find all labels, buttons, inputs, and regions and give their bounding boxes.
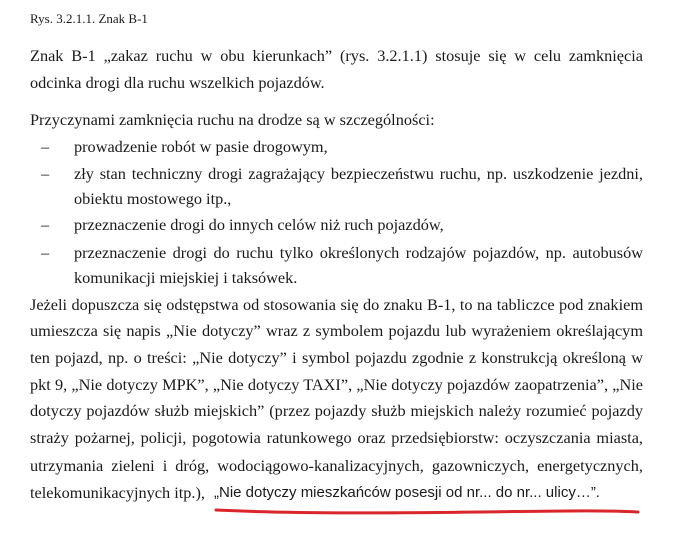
paragraph-3-line-7: utrzymania zieleni i dróg, wodociągowo-kanalizacyjnych, gazowniczych, energetycznych,: [30, 456, 643, 475]
paragraph-3-line-2: umieszcza się napis „Nie dotyczy” wraz z symbolem pojazdu lub wyrażeniem określającym: [30, 321, 643, 340]
bullet-2-line-1: zły stan techniczny drogi zagrażający bezpieczeństwu ruchu, np. uszkodzenie jezdni,: [74, 164, 643, 183]
paragraph-3-line-4: pkt 9, „Nie dotyczy MPK”, „Nie dotyczy TAXI”, „Nie dotyczy pojazdów zaopatrzenia”, „Nie: [30, 375, 643, 394]
highlighted-quote: „Nie dotyczy mieszkańców posesji od nr... do nr... ulicy…”.: [214, 484, 600, 501]
paragraph-1-line-1: Znak B-1 „zakaz ruchu w obu kierunkach” (rys. 3.2.1.1) stosuje się w celu zamknięcia: [30, 46, 643, 65]
paragraph-3-line-8-start: telekomunikacyjnych itp.),: [30, 483, 205, 502]
bullet-2-dash: –: [41, 164, 50, 183]
bullet-4-line-2: komunikacji miejskiej i taksówek.: [74, 268, 298, 287]
paragraph-3-line-1: Jeżeli dopuszcza się odstępstwa od stosowania się do znaku B-1, to na tabliczce pod znakiem: [30, 295, 643, 314]
paragraph-3-line-6: straży pożarnej, policji, pogotowia ratunkowego oraz przedsiębiorstw: oczyszczania miasta,: [30, 428, 643, 447]
bullet-1-line-1: prowadzenie robót w pasie drogowym,: [74, 137, 328, 156]
paragraph-3-line-3: ten pojazd, np. o treści: „Nie dotyczy” i symbol pojazdu zgodnie z konstrukcją określoną w: [30, 348, 643, 367]
figure-caption: Rys. 3.2.1.1. Znak B-1: [30, 11, 148, 26]
bullet-3-dash: –: [41, 215, 50, 234]
bullet-3-line-1: przeznaczenie drogi do innych celów niż ruch pojazdów,: [74, 215, 444, 234]
paragraph-3-line-5: dotyczy pojazdów służb miejskich” (przez pojazdy służb miejskich należy rozumieć pojazdy: [30, 401, 643, 420]
bullet-4-dash: –: [41, 243, 50, 262]
paragraph-1-line-2: odcinka drogi dla ruchu wszelkich pojazdów.: [30, 73, 325, 92]
bullet-4-line-1: przeznaczenie drogi do ruchu tylko określonych rodzajów pojazdów, np. autobusów: [74, 243, 643, 262]
bullet-2-line-2: obiektu mostowego itp.,: [74, 189, 232, 208]
bullet-1-dash: –: [41, 137, 50, 156]
paragraph-2-line-1: Przyczynami zamknięcia ruchu na drodze są w szczególności:: [30, 110, 435, 129]
